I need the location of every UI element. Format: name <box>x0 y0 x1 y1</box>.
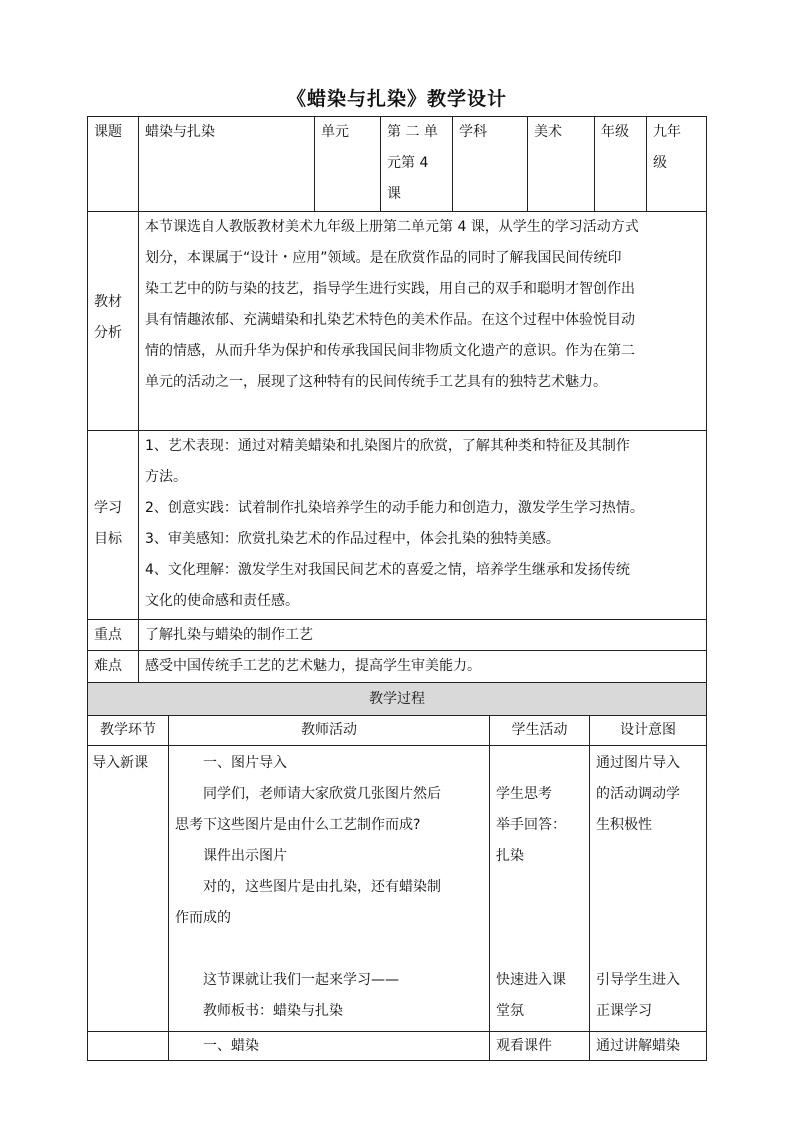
teacher-line: 教师板书：蜡染与扎染 <box>203 1003 343 1019</box>
col-header-label: 教学环节 <box>100 722 156 738</box>
analysis-line: 情的情感，从而升华为保护和传承我国民间非物质文化遗产的意识。作为在第二 <box>145 343 635 359</box>
key-point-label-cell <box>87 619 139 651</box>
teacher-line: 这节课就让我们一起来学习—— <box>203 972 399 988</box>
analysis-label-line: 分析 <box>94 325 122 341</box>
student-line: 学生思考 <box>496 786 552 802</box>
key-point-label: 重点 <box>94 627 122 643</box>
goals-label-line: 学习 <box>94 500 122 516</box>
subject-label: 学科 <box>459 124 487 140</box>
document-title: 《蜡染与扎染》教学设计 <box>286 88 507 110</box>
analysis-line: 划分，本课属于“设计・应用”领域。是在欣赏作品的同时了解我国民间传统印 <box>145 250 622 266</box>
course-value-cell <box>138 116 315 212</box>
unit-value-line: 第 二 单 <box>387 124 438 140</box>
intent-line: 引导学生进入 <box>596 972 680 988</box>
col-header-stage <box>87 715 169 746</box>
grade-label: 年级 <box>601 124 629 140</box>
key-point-value: 了解扎染与蜡染的制作工艺 <box>145 627 313 643</box>
key-point-value-cell <box>138 619 707 651</box>
col-header-label: 设计意图 <box>620 722 676 738</box>
analysis-label-cell <box>87 211 139 431</box>
intent-line: 正课学习 <box>596 1003 652 1019</box>
goals-line: 方法。 <box>145 469 187 485</box>
difficulty-label: 难点 <box>94 658 122 674</box>
teacher-line: 一、图片导入 <box>203 755 287 771</box>
intent-cell-2 <box>589 1031 707 1061</box>
analysis-line: 具有情趣浓郁、充满蜡染和扎染艺术特色的美术作品。在这个过程中体验悦目动 <box>145 312 635 328</box>
goals-label-line: 目标 <box>94 531 122 547</box>
grade-value-cell <box>646 116 707 212</box>
goals-line: 3、审美感知：欣赏扎染艺术的作品过程中，体会扎染的独特美感。 <box>145 531 560 547</box>
teacher-line: 同学们，老师请大家欣赏几张图片然后 <box>203 786 441 802</box>
teacher-line: 作而成的 <box>175 910 231 926</box>
analysis-line: 单元的活动之一，展现了这种特有的民间传统手工艺具有的独特艺术魅力。 <box>145 374 607 390</box>
student-activity-cell <box>489 745 590 1032</box>
intent-cell <box>589 745 707 1032</box>
course-label: 课题 <box>94 124 122 140</box>
process-header-cell <box>87 682 707 716</box>
teacher-line: 一、蜡染 <box>203 1038 259 1054</box>
student-line: 快速进入课 <box>496 972 566 988</box>
teacher-line: 思考下这些图片是由什么工艺制作而成? <box>175 817 421 833</box>
teacher-activity-cell <box>168 745 490 1032</box>
goals-text-cell <box>138 430 707 620</box>
teacher-line: 课件出示图片 <box>203 848 287 864</box>
col-header-label: 教师活动 <box>301 722 357 738</box>
student-line: 观看课件 <box>496 1038 552 1054</box>
goals-line: 2、创意实践：试着制作扎染培养学生的动手能力和创造力，激发学生学习热情。 <box>145 500 644 516</box>
col-header-label: 学生活动 <box>511 722 568 738</box>
subject-label-cell <box>452 116 528 212</box>
col-header-teacher <box>168 715 490 746</box>
goals-line: 4、文化理解：激发学生对我国民间艺术的喜爱之情，培养学生继承和发扬传统 <box>145 562 630 578</box>
intent-line: 生积极性 <box>596 817 652 833</box>
goals-line: 文化的使命感和责任感。 <box>145 593 299 609</box>
stage-cell <box>87 745 169 1032</box>
process-header: 教学过程 <box>369 691 425 707</box>
goals-line: 1、艺术表现：通过对精美蜡染和扎染图片的欣赏，了解其种类和特征及其制作 <box>145 438 630 454</box>
unit-label: 单元 <box>321 124 349 140</box>
course-value: 蜡染与扎染 <box>145 124 215 140</box>
subject-value-cell <box>527 116 595 212</box>
student-line: 堂氛 <box>496 1003 524 1019</box>
analysis-line: 染工艺中的防与染的技艺，指导学生进行实践，用自己的双手和聪明才智创作出 <box>145 281 635 297</box>
analysis-label-line: 教材 <box>94 294 122 310</box>
course-label-cell <box>87 116 139 212</box>
unit-value-cell <box>380 116 453 212</box>
unit-value-line: 课 <box>387 186 401 202</box>
student-line: 举手回答： <box>496 817 566 833</box>
teacher-line: 对的，这些图片是由扎染，还有蜡染制 <box>203 879 441 895</box>
grade-value-line: 级 <box>653 155 667 171</box>
teacher-activity-cell-2 <box>168 1031 490 1061</box>
subject-value: 美术 <box>534 124 562 140</box>
stage-cell-empty <box>87 1031 169 1061</box>
unit-label-cell <box>314 116 381 212</box>
difficulty-value-cell <box>138 650 707 683</box>
student-activity-cell-2 <box>489 1031 590 1061</box>
difficulty-label-cell <box>87 650 139 683</box>
grade-value-line: 九年 <box>653 124 681 140</box>
student-line: 扎染 <box>496 848 524 864</box>
unit-value-line: 元第 4 <box>387 155 429 171</box>
intent-line: 通过图片导入 <box>596 755 680 771</box>
stage-label: 导入新课 <box>92 755 148 771</box>
col-header-intent <box>589 715 707 746</box>
grade-label-cell <box>594 116 647 212</box>
analysis-text-cell <box>138 211 707 431</box>
intent-line: 通过讲解蜡染 <box>596 1038 680 1054</box>
goals-label-cell <box>87 430 139 620</box>
analysis-line: 本节课选自人教版教材美术九年级上册第二单元第 4 课，从学生的学习活动方式 <box>145 219 639 235</box>
intent-line: 的活动调动学 <box>596 786 680 802</box>
difficulty-value: 感受中国传统手工艺的艺术魅力，提高学生审美能力。 <box>145 658 481 674</box>
col-header-student <box>489 715 590 746</box>
